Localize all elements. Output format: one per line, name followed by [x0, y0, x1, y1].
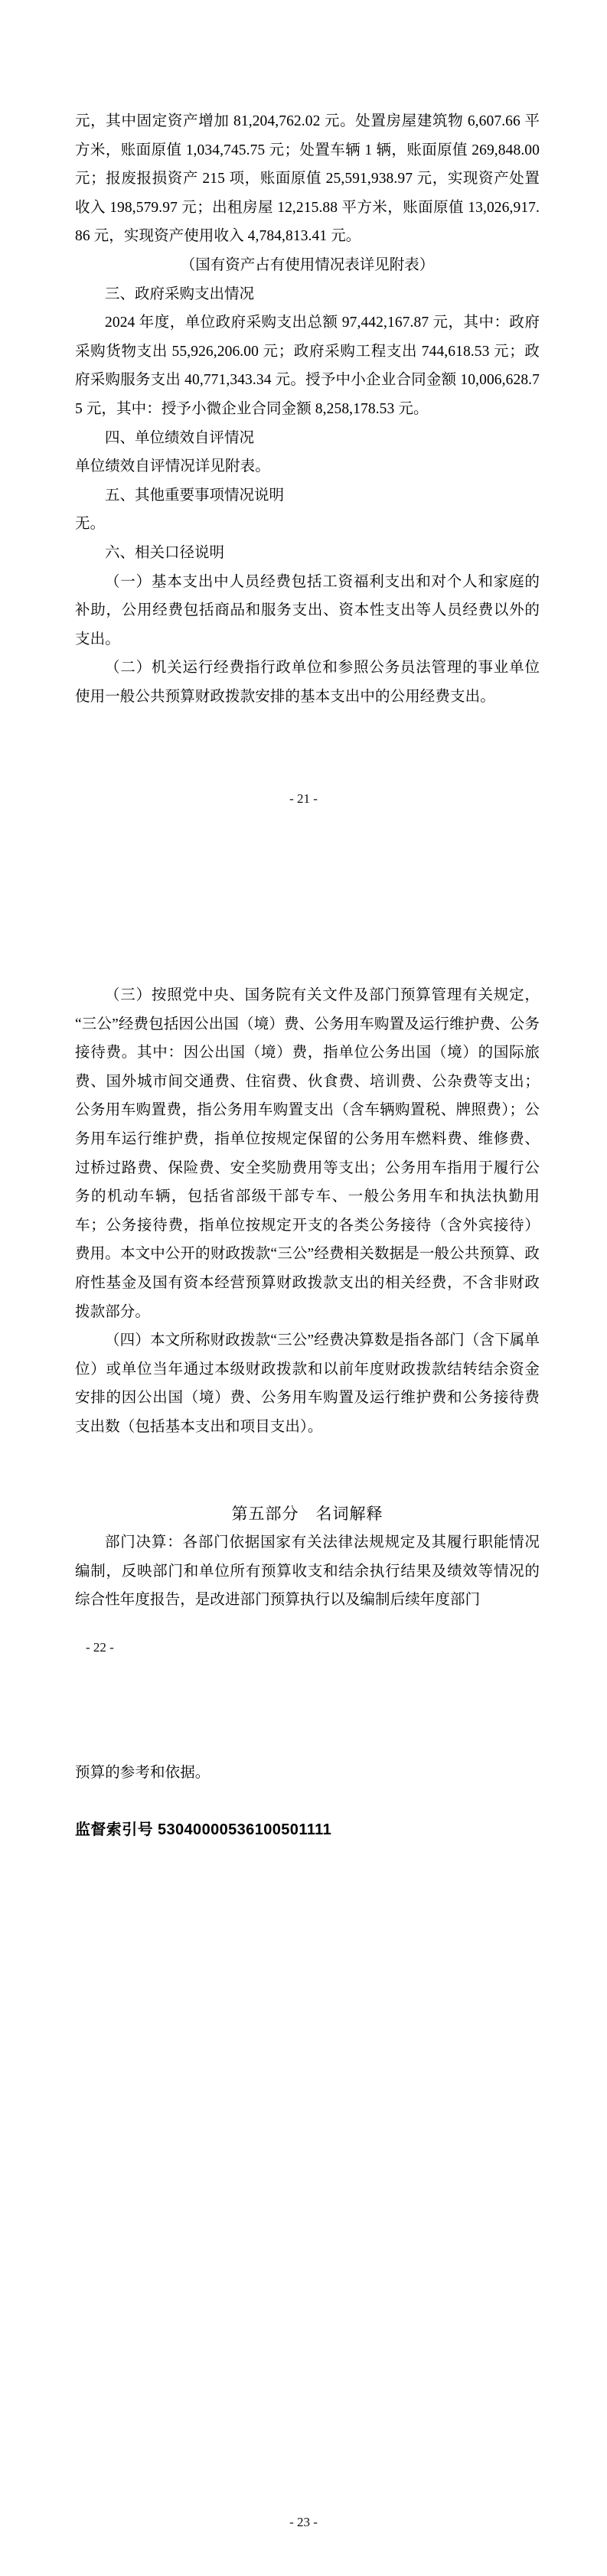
- spacer-top-page-23: [75, 1727, 540, 1759]
- spacer-before-part-five: [75, 1442, 540, 1500]
- paragraph-glossary-department-final-accounts: 部门决算：各部门依据国家有关法律法规规定及其履行职能情况编制，反映部门和单位所有预算收支和结余执行结果及绩效等情况的综合性年度报告，是改进部门预算执行以及编制后续年度部门: [75, 1534, 540, 1609]
- heading-related-caliber: 六、相关口径说明: [105, 544, 225, 561]
- heading-other-important-matters: 五、其他重要事项情况说明: [105, 487, 285, 504]
- paragraph-asset-disposal: 元，其中固定资产增加 81,204,762.02 元。处置房屋建筑物 6,607.66 平方米，账面原值 1,034,745.75 元；处置车辆 1 辆，账面原值 269,848.00 元；报废报损资产 215 项，账面原值 25,591,938.97 元，实现资产处置收入 198,579.97 元；出租房屋 12,215.88 平方米，账面原值 13,026,917.86 元，实现资产使用收入 4,784,813.41 元。: [75, 113, 540, 245]
- paragraph-procurement-detail: 2024 年度，单位政府采购支出总额 97,442,167.87 元，其中：政府采购货物支出 55,926,206.00 元；政府采购工程支出 744,618.53 元；政府采购服务支出 40,771,343.34 元。授予中小企业合同金额 10,006,628.75 元，其中：授予小微企业合同金额 8,258,178.53 元。: [75, 315, 540, 417]
- heading-government-procurement: 三、政府采购支出情况: [105, 285, 255, 302]
- spacer-before-supervise: [75, 1788, 540, 1817]
- paragraph-performance-note: 单位绩效自评情况详见附表。: [75, 458, 270, 475]
- page-number-22: - 22 -: [86, 1640, 114, 1655]
- paragraph-caliber-two: （二）机关运行经费指行政单位和参照公务员法管理的事业单位使用一般公共预算财政拨款安排的基本支出中的公用经费支出。: [75, 660, 540, 705]
- document-page-21: [0, 0, 607, 911]
- supervision-index-number: 监督索引号 53040000536100501111: [75, 1821, 332, 1839]
- paragraph-glossary-continued: 预算的参考和依据。: [75, 1765, 210, 1781]
- paragraph-caliber-four: （四）本文所称财政拨款“三公”经费决算数是指各部门（含下属单位）或单位当年通过本级财政拨款和以前年度财政拨款结转结余资金安排的因公出国（境）费、公务用车购置及运行维护费和公务接待费支出数（包括基本支出和项目支出）。: [75, 1332, 540, 1435]
- page-number-23: - 23 -: [289, 2515, 318, 2529]
- heading-performance-self-evaluation: 四、单位绩效自评情况: [105, 429, 255, 446]
- paragraph-caliber-three: （三）按照党中央、国务院有关文件及部门预算管理有关规定，“三公”经费包括因公出国（境）费、公务用车购置及运行维护费、公务接待费。其中：因公出国（境）费，指单位公务出国（境）的国际旅费、国外城市间交通费、住宿费、伙食费、培训费、公杂费等支出；公务用车购置费，指公务用车购置支出（含车辆购置税、牌照费）；公务用车运行维护费，指单位按规定保留的公务用车燃料费、维修费、过桥过路费、保险费、安全奖励费用等支出；公务用车指用于履行公务的机动车辆，包括省部级干部专车、一般公务用车和执法执勤用车；公务接待费，指单位按规定开支的各类公务接待（含外宾接待）费用。本文中公开的财政拨款“三公”经费相关数据是一般公共预算、政府性基金及国有资本经营预算财政拨款支出的相关经费，不含非财政拨款部分。: [75, 987, 540, 1320]
- paragraph-caliber-one: （一）基本支出中人员经费包括工资福利支出和对个人和家庭的补助，公用经费包括商品和服务支出、资本性支出等人员经费以外的支出。: [75, 573, 540, 647]
- paragraph-other-matters-none: 无。: [75, 516, 106, 533]
- note-state-asset-table: （国有资产占有使用情况表详见附表）: [180, 256, 435, 273]
- document-page-23: [0, 1661, 607, 2576]
- page-number-21: - 21 -: [289, 791, 318, 806]
- heading-part-five-glossary: 第五部分 名词解释: [231, 1505, 383, 1523]
- document-page-22: [0, 911, 607, 1661]
